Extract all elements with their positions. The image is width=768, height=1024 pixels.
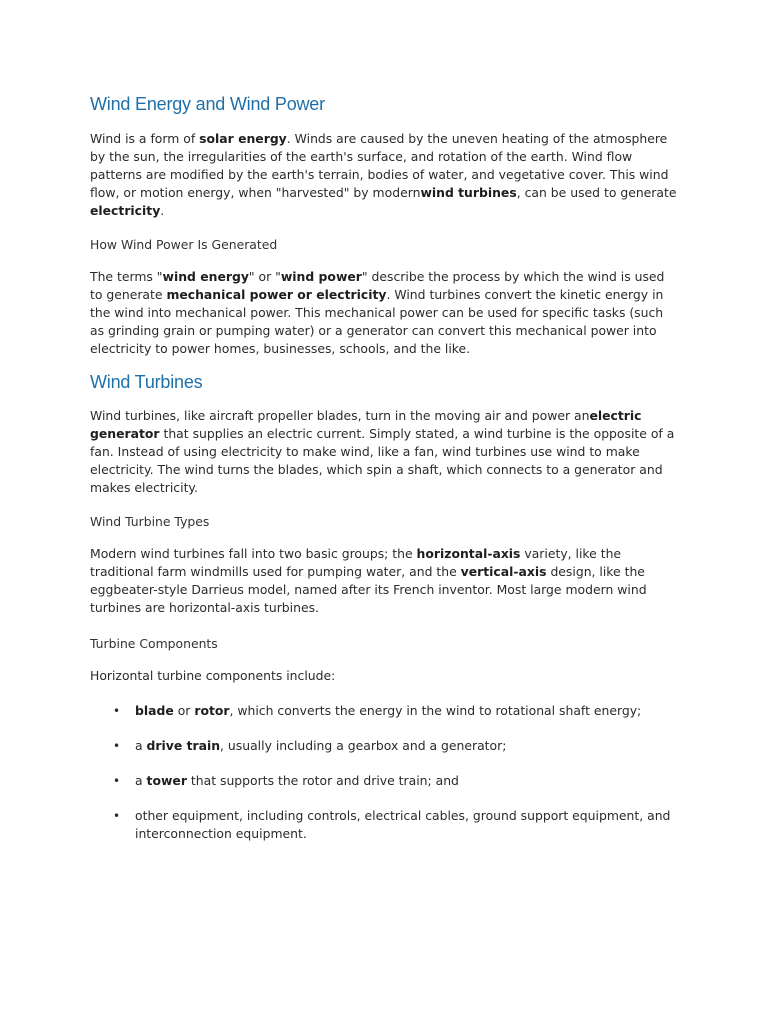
text: . Winds are caused by the uneven heating of the atmosphere by the sun, the irregularities of the earth's surface, and rotation of the earth. Wind flow patterns are modified by the earth's terrain, bodies of water, and vegetative cover. This wind flow, or motion energy, when "harvested" by modern xyxy=(90,131,669,200)
bold-term: electricity xyxy=(90,203,161,218)
text: that supports the rotor and drive train; and xyxy=(186,773,459,788)
text: variety, like the traditional farm windmills used for pumping water, and the xyxy=(90,546,622,579)
text: , which converts the energy in the wind to rotational shaft energy; xyxy=(229,703,642,718)
bold-term: horizontal-axis xyxy=(416,546,521,561)
text: Modern wind turbines fall into two basic groups; the xyxy=(90,546,417,561)
text: or xyxy=(173,703,195,718)
bullet-icon: • xyxy=(113,809,121,823)
bold-term: vertical-axis xyxy=(460,564,547,579)
bold-term: drive train xyxy=(146,738,221,753)
subheading-how-generated: How Wind Power Is Generated xyxy=(90,237,278,252)
text: design, like the eggbeater-style Darrieus model, named after its French inventor. Most large modern wind turbines are horizontal-axis turbines. xyxy=(90,564,647,615)
text: , usually including a gearbox and a generator; xyxy=(220,738,507,753)
list-item xyxy=(90,772,680,790)
bold-term: electric generator xyxy=(90,408,642,441)
heading-wind-turbines: Wind Turbines xyxy=(90,372,203,392)
bold-term: mechanical power or electricity xyxy=(166,287,387,302)
subheading-turbine-components: Turbine Components xyxy=(90,636,218,651)
components-list xyxy=(90,702,680,843)
text: Wind turbines, like aircraft propeller blades, turn in the moving air and power an xyxy=(90,408,590,423)
bold-term: solar energy xyxy=(199,131,287,146)
text: " or " xyxy=(248,269,281,284)
paragraph-turbine-types xyxy=(90,545,680,617)
text: a xyxy=(135,738,147,753)
text: The terms " xyxy=(90,269,163,284)
paragraph-how-generated xyxy=(90,268,680,358)
bold-term: wind energy xyxy=(162,269,249,284)
list-item xyxy=(90,737,680,755)
paragraph-intro xyxy=(90,130,680,220)
text: Wind is a form of xyxy=(90,131,200,146)
bold-term: wind power xyxy=(280,269,362,284)
document-page xyxy=(90,92,680,843)
subheading-turbine-types: Wind Turbine Types xyxy=(90,514,210,529)
bold-term: rotor xyxy=(194,703,230,718)
list-item xyxy=(90,807,680,843)
text: . xyxy=(160,203,165,218)
text: . Wind turbines convert the kinetic energy in the wind into mechanical power. This mechanical power can be used for specific tasks (such as grinding grain or pumping water) or a generator can convert this mechanical power into electricity to power homes, businesses, schools, and the like. xyxy=(90,287,664,356)
bullet-icon: • xyxy=(113,704,121,718)
paragraph-components-intro: Horizontal turbine components include: xyxy=(90,668,336,683)
bold-term: tower xyxy=(146,773,187,788)
bullet-icon: • xyxy=(113,739,121,753)
bullet-icon: • xyxy=(113,774,121,788)
text: " describe the process by which the wind is used to generate xyxy=(90,269,665,302)
paragraph-turbines-intro xyxy=(90,407,680,497)
bold-term: blade xyxy=(135,703,174,718)
text: that supplies an electric current. Simply stated, a wind turbine is the opposite of a fan. Instead of using electricity to make wind, like a fan, wind turbines use wind to make electricity. The wind turns the blades, which spin a shaft, which connects to a generator and makes electricity. xyxy=(90,426,675,495)
text: other equipment, including controls, electrical cables, ground support equipment, and interconnection equipment. xyxy=(135,808,671,841)
list-item xyxy=(90,702,680,720)
text: , can be used to generate xyxy=(516,185,677,200)
bold-term: wind turbines xyxy=(420,185,517,200)
text: a xyxy=(135,773,147,788)
heading-wind-energy: Wind Energy and Wind Power xyxy=(90,94,325,114)
